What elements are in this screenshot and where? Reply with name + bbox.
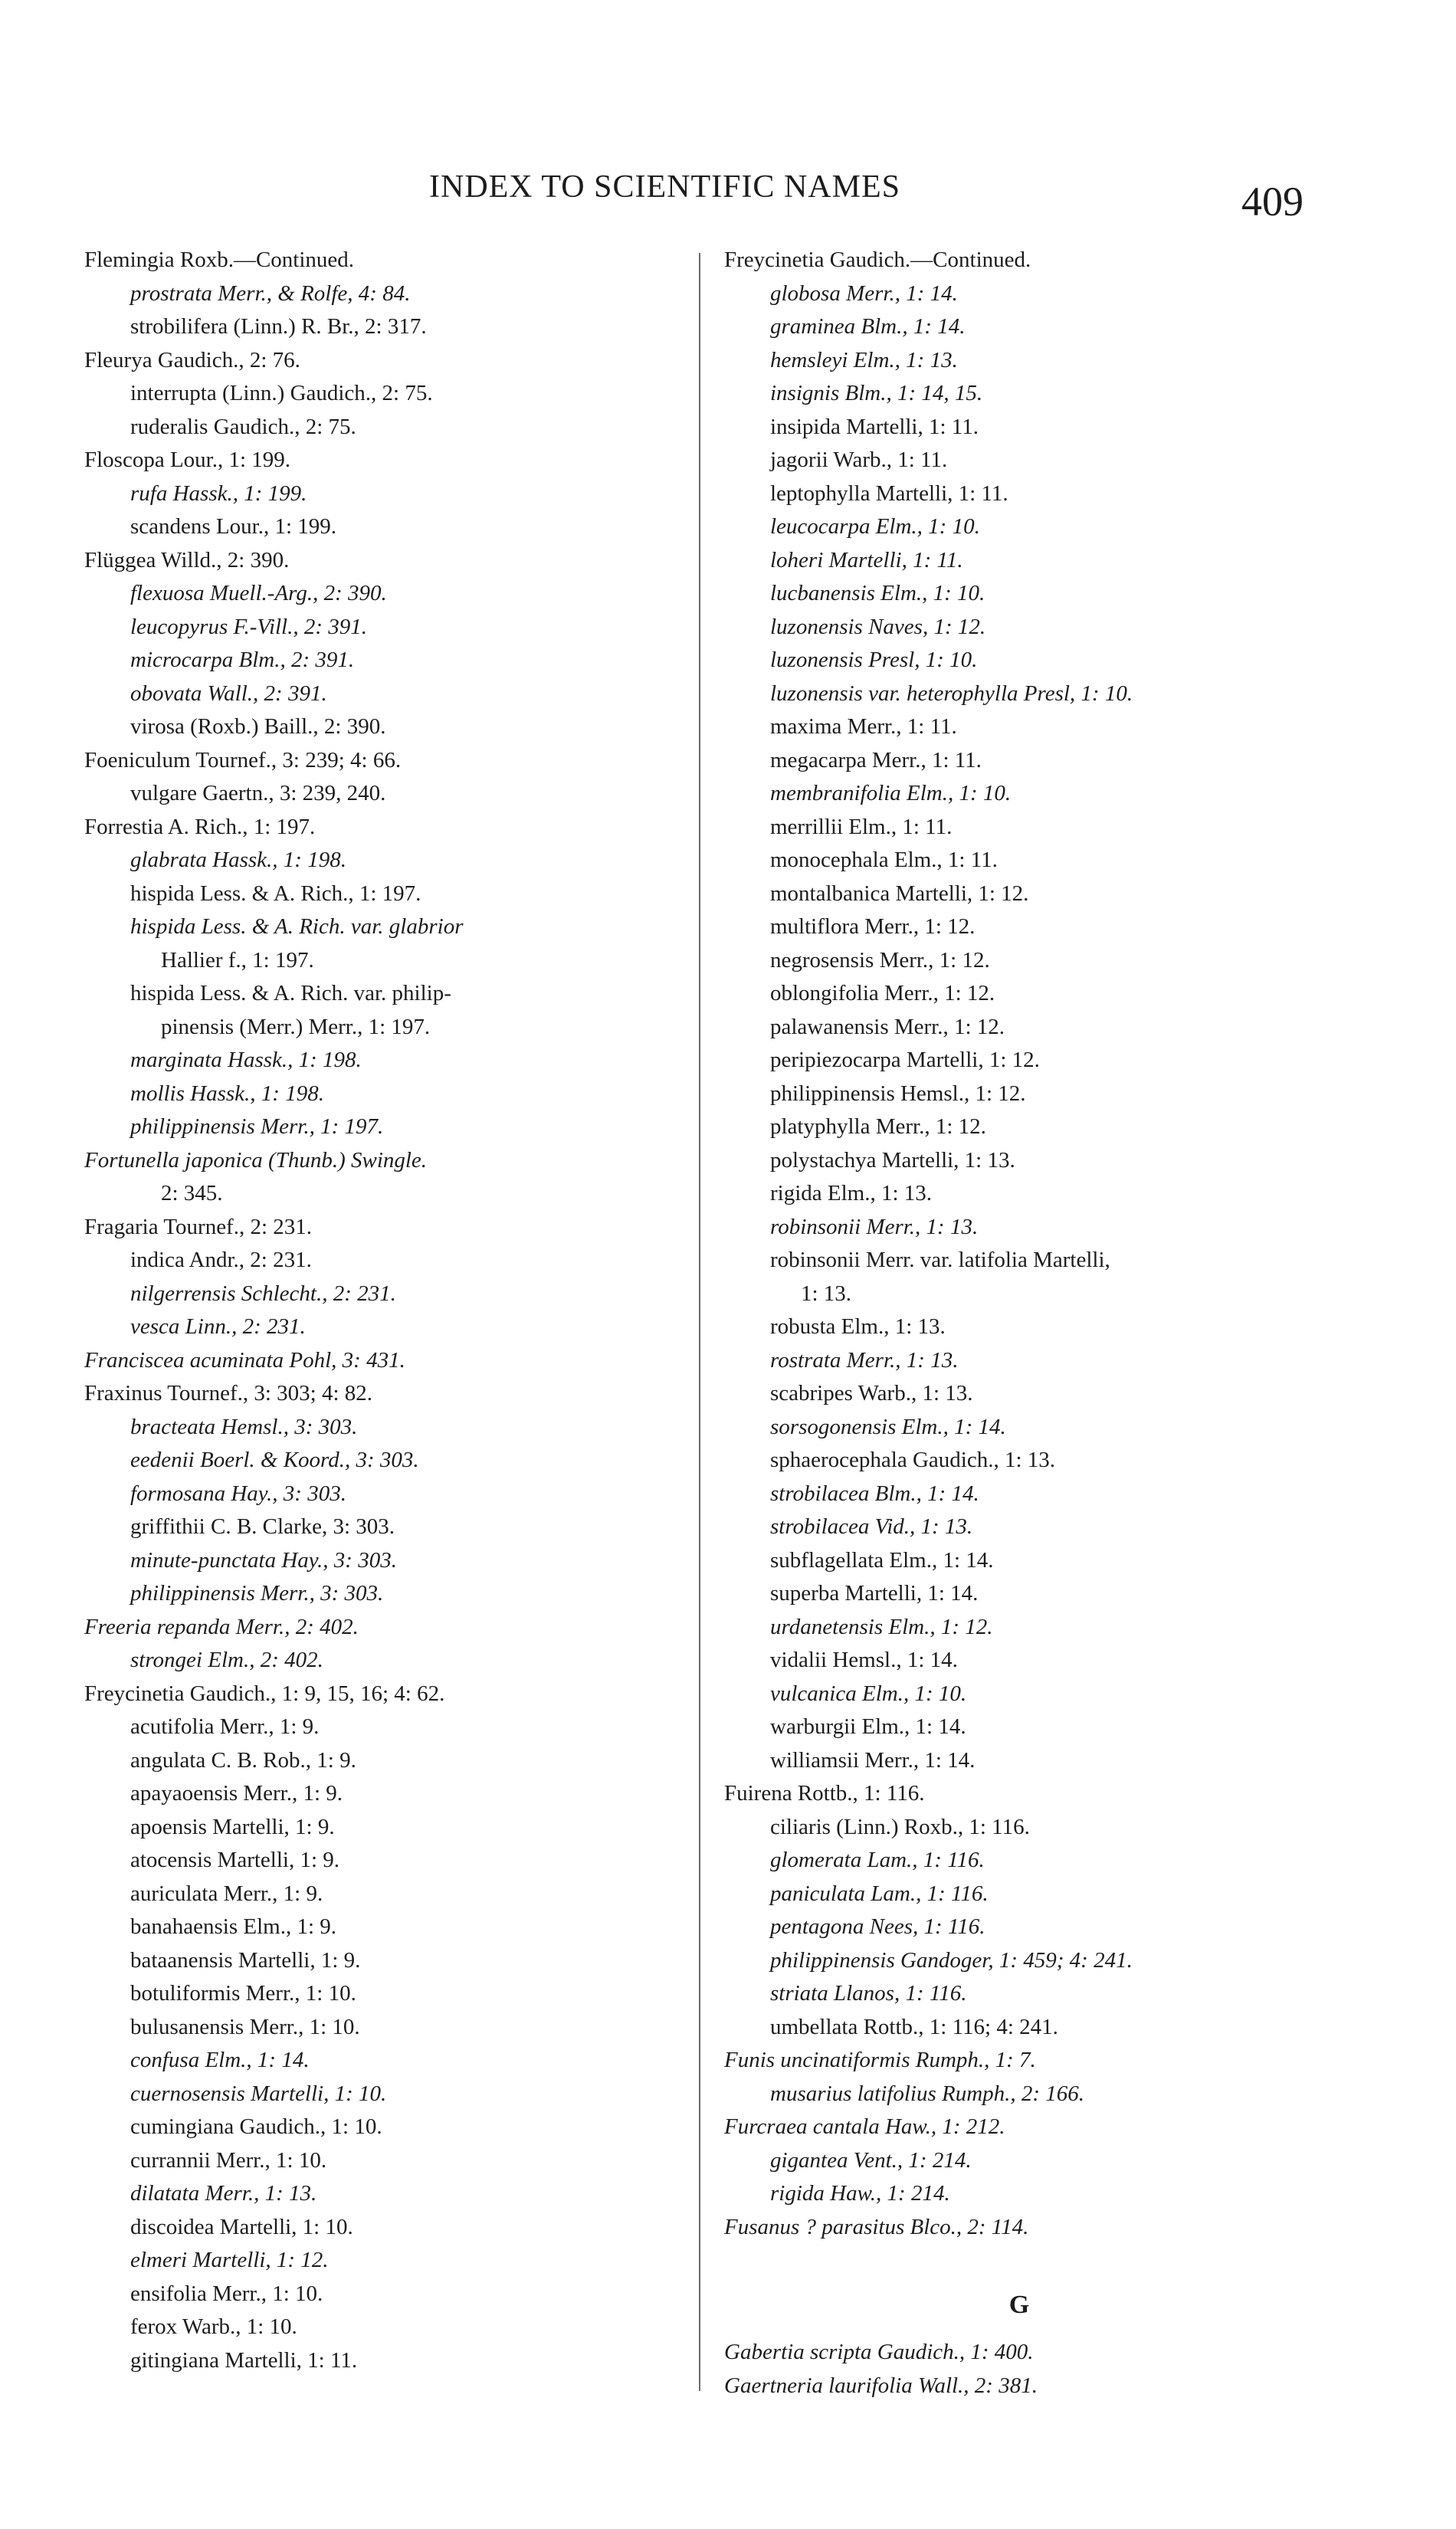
index-subentry: graminea Blm., 1: 14. <box>770 314 966 339</box>
index-subentry: philippinensis Merr., 3: 303. <box>130 1581 384 1606</box>
section-gap <box>724 2244 1337 2275</box>
index-entry: Fragaria Tournef., 2: 231. <box>84 1214 313 1239</box>
index-subentry: glabrata Hassk., 1: 198. <box>130 848 346 872</box>
index-subentry: elmeri Martelli, 1: 12. <box>130 2248 329 2272</box>
index-subentry: acutifolia Merr., 1: 9. <box>130 1714 320 1739</box>
index-subentry: hemsleyi Elm., 1: 13. <box>770 347 958 372</box>
index-subentry: peripiezocarpa Martelli, 1: 12. <box>770 1048 1040 1072</box>
index-subentry: cumingiana Gaudich., 1: 10. <box>130 2114 382 2139</box>
index-subentry: Hallier f., 1: 197. <box>161 947 314 973</box>
index-subentry: warburgii Elm., 1: 14. <box>770 1714 966 1739</box>
index-subentry: paniculata Lam., 1: 116. <box>770 1881 989 1906</box>
index-subentry: vesca Linn., 2: 231. <box>130 1314 306 1339</box>
index-subentry: polystachya Martelli, 1: 13. <box>770 1147 1015 1173</box>
index-subentry: palawanensis Merr., 1: 12. <box>770 1014 1005 1039</box>
index-subentry: rostrata Merr., 1: 13. <box>770 1347 959 1373</box>
index-subentry: negrosensis Merr., 1: 12. <box>770 947 990 973</box>
index-subentry: marginata Hassk., 1: 198. <box>130 1048 362 1072</box>
index-subentry: apayaoensis Merr., 1: 9. <box>130 1781 343 1806</box>
index-entry: Gaertneria laurifolia Wall., 2: 381. <box>724 2373 1038 2398</box>
index-subentry: scabripes Warb., 1: 13. <box>770 1381 973 1406</box>
index-subentry: atocensis Martelli, 1: 9. <box>130 1848 340 1872</box>
index-subentry: botuliformis Merr., 1: 10. <box>130 1981 356 2006</box>
index-subentry: ciliaris (Linn.) Roxb., 1: 116. <box>770 1814 1030 1839</box>
index-subentry: robusta Elm., 1: 13. <box>770 1314 946 1339</box>
index-subentry: umbellata Rottb., 1: 116; 4: 241. <box>770 2014 1058 2039</box>
right-column <box>724 244 1337 2403</box>
index-entry: Furcraea cantala Haw., 1: 212. <box>724 2114 1005 2139</box>
index-entry: Gabertia scripta Gaudich., 1: 400. <box>724 2340 1034 2364</box>
index-subentry: virosa (Roxb.) Baill., 2: 390. <box>130 714 386 739</box>
index-subentry: hispida Less. & A. Rich. var. philip- <box>130 981 451 1005</box>
index-entry: Fuirena Rottb., 1: 116. <box>724 1781 925 1806</box>
index-entry: Fortunella japonica (Thunb.) Swingle. <box>84 1147 428 1173</box>
index-subentry: gitingiana Martelli, 1: 11. <box>130 2347 358 2373</box>
index-subentry: membranifolia Elm., 1: 10. <box>770 781 1012 805</box>
index-subentry: montalbanica Martelli, 1: 12. <box>770 881 1029 906</box>
index-subentry: lucbanensis Elm., 1: 10. <box>770 581 985 605</box>
index-subentry: hispida Less. & A. Rich., 1: 197. <box>130 881 421 906</box>
index-subentry: jagorii Warb., 1: 11. <box>770 448 948 472</box>
index-subentry: insignis Blm., 1: 14, 15. <box>770 381 983 405</box>
index-entry: Flemingia Roxb.—Continued. <box>84 248 355 272</box>
index-subentry: maxima Merr., 1: 11. <box>770 714 957 739</box>
page-number: 409 <box>1241 179 1304 225</box>
index-subentry: eedenii Boerl. & Koord., 3: 303. <box>130 1448 419 1472</box>
index-entry: Funis uncinatiformis Rumph., 1: 7. <box>724 2048 1036 2072</box>
index-subentry: strobilacea Vid., 1: 13. <box>770 1514 973 1539</box>
index-subentry: williamsii Merr., 1: 14. <box>770 1747 976 1773</box>
index-subentry: prostrata Merr., & Rolfe, 4: 84. <box>130 280 411 306</box>
index-subentry: vidalii Hemsl., 1: 14. <box>770 1648 958 1672</box>
index-subentry: banahaensis Elm., 1: 9. <box>130 1914 337 1939</box>
index-subentry: globosa Merr., 1: 14. <box>770 280 958 306</box>
index-subentry: insipida Martelli, 1: 11. <box>770 414 979 439</box>
index-subentry: vulcanica Elm., 1: 10. <box>770 1681 967 1706</box>
index-subentry: robinsonii Merr., 1: 13. <box>770 1214 979 1239</box>
index-subentry: loheri Martelli, 1: 11. <box>770 547 963 572</box>
index-subentry: oblongifolia Merr., 1: 12. <box>770 981 995 1005</box>
index-entry: Freeria repanda Merr., 2: 402. <box>84 1614 359 1639</box>
index-subentry: rigida Elm., 1: 13. <box>770 1181 933 1205</box>
index-subentry: pentagona Nees, 1: 116. <box>770 1914 985 1939</box>
index-subentry: minute-punctata Hay., 3: 303. <box>130 1547 397 1573</box>
index-subentry: currannii Merr., 1: 10. <box>130 2147 327 2173</box>
index-subentry: rufa Hassk., 1: 199. <box>130 481 307 506</box>
section-heading-letter: G <box>1008 2291 1030 2319</box>
index-subentry: luzonensis var. heterophylla Presl, 1: 10. <box>770 681 1133 706</box>
index-subentry: interrupta (Linn.) Gaudich., 2: 75. <box>130 381 433 405</box>
index-subentry: sorsogonensis Elm., 1: 14. <box>770 1414 1006 1439</box>
index-subentry: platyphylla Merr., 1: 12. <box>770 1114 986 1139</box>
index-subentry: formosana Hay., 3: 303. <box>130 1481 346 1506</box>
index-subentry: indica Andr., 2: 231. <box>130 1248 312 1272</box>
index-subentry: superba Martelli, 1: 14. <box>770 1581 979 1606</box>
index-entry: Fraxinus Tournef., 3: 303; 4: 82. <box>84 1381 373 1406</box>
index-entry: Franciscea acuminata Pohl, 3: 431. <box>84 1347 405 1373</box>
page-title: INDEX TO SCIENTIFIC NAMES <box>429 169 900 205</box>
index-subentry: vulgare Gaertn., 3: 239, 240. <box>130 781 386 805</box>
index-subentry: strongei Elm., 2: 402. <box>130 1648 323 1672</box>
index-subentry: discoidea Martelli, 1: 10. <box>130 2214 353 2239</box>
index-subentry: confusa Elm., 1: 14. <box>130 2048 310 2072</box>
index-subentry: nilgerrensis Schlecht., 2: 231. <box>130 1281 396 1306</box>
index-subentry: bataanensis Martelli, 1: 9. <box>130 1947 361 1973</box>
index-subentry: luzonensis Naves, 1: 12. <box>770 614 986 639</box>
index-subentry: bulusanensis Merr., 1: 10. <box>130 2014 360 2039</box>
index-subentry: leucocarpa Elm., 1: 10. <box>770 514 980 539</box>
index-subentry: glomerata Lam., 1: 116. <box>770 1848 985 1872</box>
index-subentry: 1: 13. <box>801 1281 852 1306</box>
index-subentry: gigantea Vent., 1: 214. <box>770 2147 972 2173</box>
index-subentry: sphaerocephala Gaudich., 1: 13. <box>770 1448 1056 1472</box>
index-subentry: striata Llanos, 1: 116. <box>770 1981 967 2006</box>
index-subentry: microcarpa Blm., 2: 391. <box>130 648 355 672</box>
index-subentry: 2: 345. <box>161 1181 223 1205</box>
index-subentry: megacarpa Merr., 1: 11. <box>770 747 982 772</box>
index-entry: Freycinetia Gaudich.—Continued. <box>724 248 1031 272</box>
index-subentry: luzonensis Presl, 1: 10. <box>770 648 978 672</box>
index-subentry: leucopyrus F.-Vill., 2: 391. <box>130 614 368 639</box>
index-subentry: pinensis (Merr.) Merr., 1: 197. <box>161 1014 431 1039</box>
index-subentry: ferox Warb., 1: 10. <box>130 2314 297 2339</box>
index-subentry: griffithii C. B. Clarke, 3: 303. <box>130 1514 395 1539</box>
index-entry: Fusanus ? parasitus Blco., 2: 114. <box>724 2214 1029 2239</box>
index-subentry: angulata C. B. Rob., 1: 9. <box>130 1747 356 1773</box>
index-subentry: flexuosa Muell.-Arg., 2: 390. <box>130 581 387 605</box>
index-subentry: dilatata Merr., 1: 13. <box>130 2181 317 2206</box>
index-subentry: philippinensis Merr., 1: 197. <box>130 1114 384 1139</box>
index-subentry: hispida Less. & A. Rich. var. glabrior <box>130 914 464 939</box>
index-subentry: bracteata Hemsl., 3: 303. <box>130 1414 358 1439</box>
index-subentry: mollis Hassk., 1: 198. <box>130 1081 324 1106</box>
index-subentry: rigida Haw., 1: 214. <box>770 2181 950 2206</box>
index-subentry: robinsonii Merr. var. latifolia Martelli, <box>770 1248 1110 1272</box>
index-subentry: monocephala Elm., 1: 11. <box>770 848 998 872</box>
left-column <box>84 244 697 2377</box>
index-entry: Floscopa Lour., 1: 199. <box>84 448 291 472</box>
index-entry: Forrestia A. Rich., 1: 197. <box>84 814 316 839</box>
index-subentry: philippinensis Gandoger, 1: 459; 4: 241. <box>770 1947 1133 1973</box>
column-divider <box>699 253 700 2391</box>
index-subentry: merrillii Elm., 1: 11. <box>770 814 953 839</box>
index-subentry: apoensis Martelli, 1: 9. <box>130 1814 335 1839</box>
index-entry: Flüggea Willd., 2: 390. <box>84 547 290 572</box>
index-subentry: strobilifera (Linn.) R. Br., 2: 317. <box>130 314 427 339</box>
index-subentry: ruderalis Gaudich., 2: 75. <box>130 414 356 439</box>
index-subentry: auriculata Merr., 1: 9. <box>130 1881 323 1906</box>
index-subentry: philippinensis Hemsl., 1: 12. <box>770 1081 1026 1106</box>
index-entry: Fleurya Gaudich., 2: 76. <box>84 347 300 372</box>
index-subentry: scandens Lour., 1: 199. <box>130 514 337 539</box>
index-subentry: leptophylla Martelli, 1: 11. <box>770 481 1008 506</box>
index-subentry: ensifolia Merr., 1: 10. <box>130 2281 323 2306</box>
index-subentry: multiflora Merr., 1: 12. <box>770 914 976 939</box>
index-subentry: urdanetensis Elm., 1: 12. <box>770 1614 993 1639</box>
index-entry: Freycinetia Gaudich., 1: 9, 15, 16; 4: 62. <box>84 1681 445 1706</box>
index-subentry: obovata Wall., 2: 391. <box>130 681 327 706</box>
index-subentry: strobilacea Blm., 1: 14. <box>770 1481 979 1506</box>
index-subentry: musarius latifolius Rumph., 2: 166. <box>770 2081 1085 2106</box>
index-entry: Foeniculum Tournef., 3: 239; 4: 66. <box>84 747 402 772</box>
index-subentry: subflagellata Elm., 1: 14. <box>770 1547 994 1573</box>
index-subentry: cuernosensis Martelli, 1: 10. <box>130 2081 387 2106</box>
